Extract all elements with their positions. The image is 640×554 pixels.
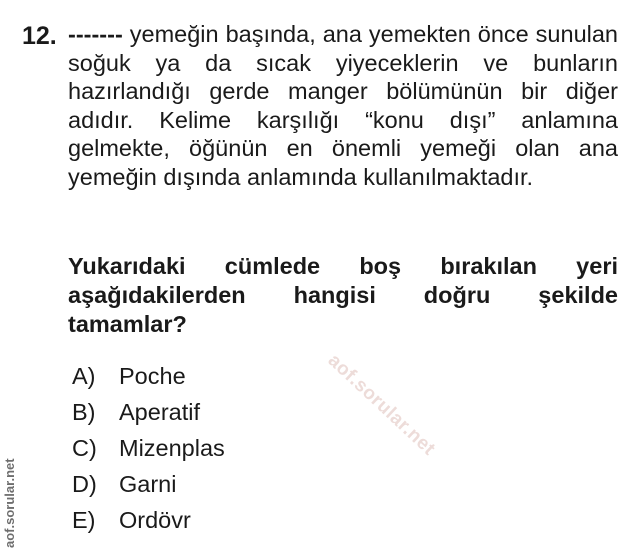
option-b[interactable]: [72, 394, 225, 430]
option-e[interactable]: [72, 502, 225, 538]
option-a[interactable]: [72, 358, 225, 394]
option-letter: C): [72, 434, 97, 461]
option-text: Ordövr: [119, 506, 191, 533]
option-text: Garni: [119, 470, 177, 497]
option-letter: E): [72, 506, 96, 533]
question-number: 12.: [22, 22, 57, 50]
diagonal-watermark: aof.sorular.net: [323, 350, 440, 460]
option-letter: D): [72, 470, 97, 497]
blank-placeholder: -------: [68, 21, 123, 47]
option-text: Mizenplas: [119, 434, 225, 461]
option-text: Aperatif: [119, 398, 200, 425]
stem-text: yemeğin başında, ana yemekten önce sunulan soğuk ya da sıcak yiyeceklerin ve bunların hazırlandığı gerde manger bölümünün bir diğer adıdır. Kelime karşılığı “konu dışı” anlamına gelmekte, öğünün en önemli yemeği olan ana yemeğin dışında anlamında kullanılmaktadır.: [68, 21, 619, 190]
side-watermark: aof.sorular.net: [2, 458, 17, 548]
option-c[interactable]: [72, 430, 225, 466]
option-d[interactable]: [72, 466, 225, 502]
question-stem: [68, 20, 618, 192]
option-letter: A): [72, 362, 96, 389]
question-prompt: Yukarıdaki cümlede boş bırakılan yeri aşağıdakilerden hangisi doğru şekilde tamamlar?: [68, 253, 618, 337]
option-letter: B): [72, 398, 96, 425]
answer-options: [72, 358, 225, 538]
option-text: Poche: [119, 362, 186, 389]
